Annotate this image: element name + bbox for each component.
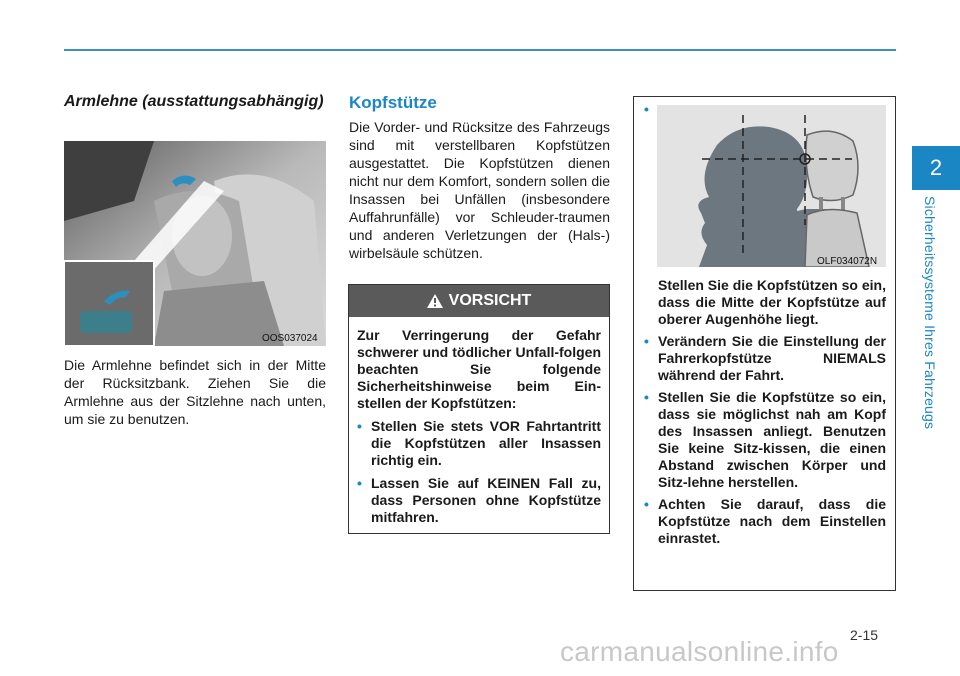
top-rule [64, 49, 896, 51]
chapter-title-text: Sicherheitssysteme Ihres Fahrzeugs [922, 196, 938, 430]
bullet-icon: • [644, 333, 649, 349]
caution-list [357, 418, 601, 526]
headrest-box-list [644, 277, 886, 552]
head-position-illustration [657, 105, 886, 267]
watermark: carmanualsonline.info [560, 636, 839, 667]
headrest-box-item: Stellen Sie die Kopfstützen so ein, dass die Mitte der Kopfstütze auf oberer Augenhöhe liegt. [658, 277, 886, 327]
caution-header [349, 285, 609, 317]
caution-intro: Zur Verringerung der Gefahr schwerer und tödlicher Unfall-folgen beachten Sie folgende Sicherheitshinweise beim Ein-stellen der Kopfstützen: [357, 327, 601, 411]
armrest-text: Die Armlehne befindet sich in der Mitte der Rücksitzbank. Ziehen Sie die Armlehne aus der Sitzlehne nach unten, um sie zu benutzen. [64, 357, 326, 427]
caution-item: • Stellen Sie stets VOR Fahrtantritt die Kopfstützen aller Insassen richtig ein. [357, 418, 601, 468]
caution-box [348, 284, 610, 534]
warning-triangle-icon [427, 294, 443, 308]
headrest-diagram [657, 105, 886, 267]
headrest-box-item: • Verändern Sie die Einstellung der Fahrerkopfstütze NIEMALS während der Fahrt. [644, 333, 886, 383]
chapter-tab: 2 [912, 146, 960, 190]
headrest-heading: Kopfstütze [349, 93, 437, 112]
bullet-icon: • [357, 475, 362, 491]
bullet-icon: • [644, 101, 649, 117]
headrest-text: Die Vorder- und Rücksitze des Fahrzeugs sind mit verstellbaren Kopfstützen ausgestattet. Die Kopfstützen dienen nicht nur dem Komfort, sondern sollen die Insassen bei Unfällen (insbesondere Auffahrunfälle) vor Schleuder-traumen und anderen Verletzungen der (Hals-) wirbelsäule schützen. [349, 119, 610, 261]
diagram-code: OLF034072N [817, 256, 878, 267]
caution-title: VORSICHT [448, 292, 532, 309]
headrest-box-item: • Achten Sie darauf, dass die Kopfstütze nach dem Einstellen einrastet. [644, 496, 886, 546]
car-interior-image [64, 141, 326, 346]
bullet-icon: • [644, 496, 649, 512]
armrest-photo [64, 141, 326, 346]
chapter-side-title [922, 196, 946, 436]
photo-code: OOS037024 [262, 333, 318, 344]
bullet-icon: • [644, 389, 649, 405]
headrest-instructions-box [633, 96, 896, 591]
armrest-heading: Armlehne (ausstattungsabhängig) [64, 93, 324, 110]
caution-body [349, 317, 609, 526]
page-number: 2-15 [850, 627, 879, 643]
caution-item: • Lassen Sie auf KEINEN Fall zu, dass Personen ohne Kopfstütze mitfahren. [357, 475, 601, 525]
headrest-box-item: • Stellen Sie die Kopfstütze so ein, dass sie möglichst nah am Kopf des Insassen anliegt. Benutzen Sie keine Sitz-kissen, die einen Abstand zwischen Körper und Sitz-lehne herstellen. [644, 389, 886, 490]
bullet-icon: • [357, 418, 362, 434]
